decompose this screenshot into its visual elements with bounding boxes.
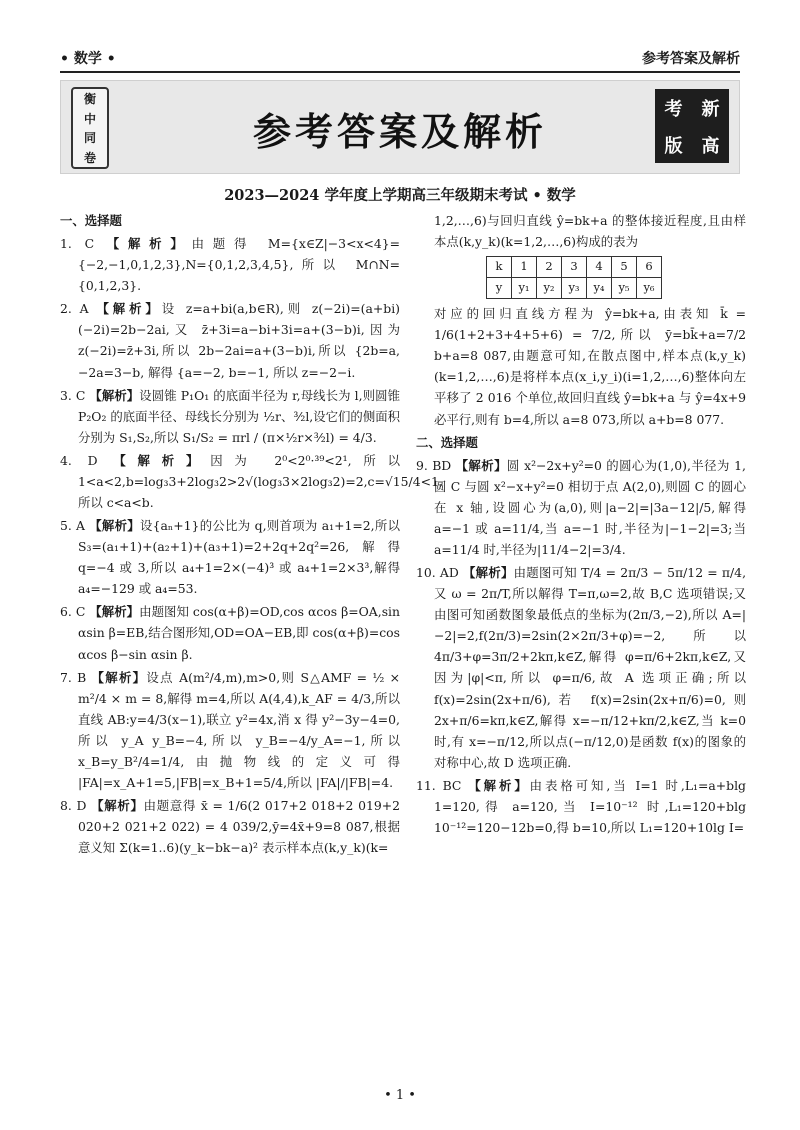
analysis-tag: 【解析】 [96, 301, 162, 317]
answer-item [60, 515, 400, 599]
sample-table [486, 256, 662, 299]
answer-number: 5. A [60, 518, 85, 534]
answer-number: 9. BD [416, 457, 452, 473]
answer-number: 11. BC [416, 777, 462, 793]
seal-left-char: 卷 [83, 150, 96, 165]
table-cell: 5 [612, 257, 637, 278]
table-cell: 1 [512, 257, 537, 278]
answer-text: 由题图知 cos(α+β)=OD,cos αcos β=OA,sin αsin β=EB,结合图形知,OD=OA−EB,即 cos(α+β)=cos αcos β−sin αsin β. [78, 604, 401, 662]
right-column [416, 210, 746, 840]
table-cell: y₆ [637, 278, 662, 299]
answer-text: 圆 x²−2x+y²=0 的圆心为(1,0),半径为 1,圆 C 与圆 x²−x+y²=0 相切于点 A(2,0),则圆 C 的圆心在 x 轴,设圆心为(a,0),则|a−2|=|3a−12|/5,解得 a=−1 或 a=11/4,当 a=−1 时,半径为|−1−2|=3;当 a=11/4 时,半径为|11/4−2|=3/4. [434, 457, 746, 558]
exam-title: 2023—2024 学年度上学期高三年级期末考试 • 数学 [224, 187, 576, 204]
seal-left-char: 衡 [83, 92, 96, 107]
table-cell: y₄ [587, 278, 612, 299]
answer-number: 2. A [60, 301, 89, 317]
answer-text: 设圆锥 P₁O₁ 的底面半径为 r,母线长为 l,则圆锥 P₂O₂ 的底面半径、母线长分别为 ½r、³⁄₂l,设它们的侧面积分别为 S₁,S₂,所以 S₁/S₂ = πrl / (π×½r×³⁄₂l) = 4/3. [78, 387, 400, 445]
table-cell: 6 [637, 257, 662, 278]
answer-continuation: 对应的回归直线方程为 ŷ=bk+a,由表知 k̄ = 1/6(1+2+3+4+5+6) = 7/2,所以 ȳ=bk̄+a=7/2 b+a=8 087,由题意可知,在散点图中,样本点(k,y_k)(k=1,2,…,6)是将样本点(x_i,y_i)(i=1,2,…,6)整体向左平移了 2 016 个单位,故回归直线 ŷ=bk+a 与 ŷ=4x+9 必平行,则有 b=4,所以 a=8 073,所以 a+b=8 077. [434, 306, 746, 427]
answer-number: 3. C [60, 387, 86, 403]
answer-item [60, 601, 400, 664]
header-subject: • 数学 • [60, 51, 116, 67]
analysis-tag: 【解析】 [91, 798, 144, 814]
answer-item [416, 455, 746, 560]
answer-text: 设 z=a+bi(a,b∈R),则 z(−2i)=(a+bi)(−2i)=2b−2ai,又 z̄+3i=a−bi+3i=a+(3−b)i,因为 z(−2i)=z̄+3i,所以 2b−2ai=a+(3−b)i,所以 {2b=a, −2a=3−b, 解得 {a=−2, b=−1, 所以 z=−2−i. [78, 301, 400, 380]
table-cell: y [487, 278, 512, 299]
table-cell: 2 [537, 257, 562, 278]
answer-number: 4. D [60, 452, 98, 468]
analysis-tag: 【解析】 [89, 518, 140, 534]
answer-continuation: 1,2,…,6)与回归直线 ŷ=bk+a 的整体接近程度,且由样本点(k,y_k)(k=1,2,…,6)构成的表为 [434, 213, 746, 250]
answer-item [416, 775, 746, 838]
table-row [487, 257, 662, 278]
answer-item [60, 795, 400, 858]
analysis-tag: 【解析】 [468, 777, 530, 793]
table-cell: y₂ [537, 278, 562, 299]
answer-text: 设{aₙ+1}的公比为 q,则首项为 a₁+1=2,所以 S₃=(a₁+1)+(a₂+1)+(a₃+1)=2+2q+2q²=26,解得 q=−4 或 3,所以 a₄+1=2×(−4)³ 或 a₄+1=2×3³,解得 a₄=−129 或 a₄=53. [78, 518, 400, 597]
seal-right-char: 版 [664, 135, 683, 157]
table-cell: y₁ [512, 278, 537, 299]
table-row [487, 278, 662, 299]
answer-item [60, 298, 400, 382]
answer-number: 6. C [60, 604, 86, 620]
answer-text: 因为 2⁰<2⁰·³⁹<2¹,所以 1<a<2,b=log₃3+2log₃2>2√(log₃3×2log₃2)=2,c=√15/4<1,所以 c<a<b. [78, 452, 443, 511]
answer-number: 7. B [60, 669, 87, 685]
table-cell: y₅ [612, 278, 637, 299]
answer-item [60, 385, 400, 448]
section-heading: 一、选择题 [60, 213, 122, 228]
answer-text: 由题意得 x̄ = 1/6(2 017+2 018+2 019+2 020+2 021+2 022) = 4 039/2,ȳ=4x̄+9=8 087,根据意义知 Σ(k=1..6)(y_k−bk−a)² 表示样本点(k,y_k)(k= [78, 798, 400, 856]
answer-item [416, 562, 746, 773]
header-section-title: 参考答案及解析 [642, 51, 740, 67]
seal-right-char: 考 [664, 98, 683, 120]
page-number: • 1 • [384, 1088, 416, 1103]
page-header [60, 46, 740, 70]
analysis-tag: 【解析】 [91, 669, 147, 685]
answer-text: 由表格可知,当 I=1 时,L₁=a+blg 1=120,得 a=120,当 I=10⁻¹² 时,L₁=120+blg 10⁻¹²=120−12b=0,得 b=10,所以 L₁=120+10lg I= [434, 777, 746, 836]
answer-number: 1. C [60, 236, 95, 252]
analysis-tag: 【解析】 [106, 236, 192, 252]
seal-right-char: 高 [701, 135, 720, 157]
analysis-tag: 【解析】 [463, 565, 514, 581]
section-heading: 二、选择题 [416, 434, 478, 450]
answer-item [60, 667, 400, 793]
analysis-tag: 【解析】 [89, 604, 140, 620]
analysis-tag: 【解析】 [89, 387, 140, 403]
header-rule [60, 71, 740, 73]
banner-title: 参考答案及解析 [252, 110, 547, 154]
answer-item [60, 233, 400, 296]
table-cell: 3 [562, 257, 587, 278]
table-cell: 4 [587, 257, 612, 278]
seal-right [655, 89, 729, 163]
answer-number: 10. AD [416, 565, 459, 581]
answer-number: 8. D [60, 798, 87, 814]
table-cell: y₃ [562, 278, 587, 299]
answer-text: 由题得 M={x∈Z|−3<x<4}={−2,−1,0,1,2,3},N={0,1,2,3,4,5},所以 M∩N={0,1,2,3}. [78, 236, 400, 294]
table-cell: k [487, 257, 512, 278]
analysis-tag: 【解析】 [113, 452, 211, 468]
seal-left-char: 中 [83, 111, 96, 126]
answer-text: 设点 A(m²/4,m),m>0,则 S△AMF = ½ × m²/4 × m = 8,解得 m=4,所以 A(4,4),k_AF = 4/3,所以直线 AB:y=4/3(x−1),联立 y²=4x,消 x 得 y²−3y−4=0,所以 y_A y_B=−4,所以 y_B=−4/y_A=−1,所以 x_B=y_B²/4=1/4,由抛物线的定义可得 |FA|=x_A+1=5,|FB|=x_B+1=5/4,所以 |FA|/|FB|=4. [78, 669, 401, 791]
seal-left-char: 同 [83, 131, 96, 146]
title-banner [60, 80, 740, 174]
seal-right-char: 新 [701, 98, 720, 120]
analysis-tag: 【解析】 [455, 457, 507, 473]
answer-text: 由题图可知 T/4 = 2π/3 − 5π/12 = π/4,又 ω = 2π/T,所以解得 T=π,ω=2,故 B,C 选项错误;又由图可知函数图象最低点的坐标为(2π/3,−2),所以 A=|−2|=2,f(2π/3)=2sin(2×2π/3+φ)=−2,所以 4π/3+φ=3π/2+2kπ,k∈Z,解得 φ=π/6+2kπ,k∈Z,又因为|φ|<π,所以 φ=π/6,故 A 选项正确;所以 f(x)=2sin(2x+π/6),若 f(x)=2sin(2x+π/6)=0,则 2x+π/6=kπ,k∈Z,解得 x=−π/12+kπ/2,k∈Z,当 k=0 时,有 x=−π/12,所以点(−π/12,0)是函数 f(x)的图象的对称中心,故 D 选项正确. [434, 565, 747, 770]
